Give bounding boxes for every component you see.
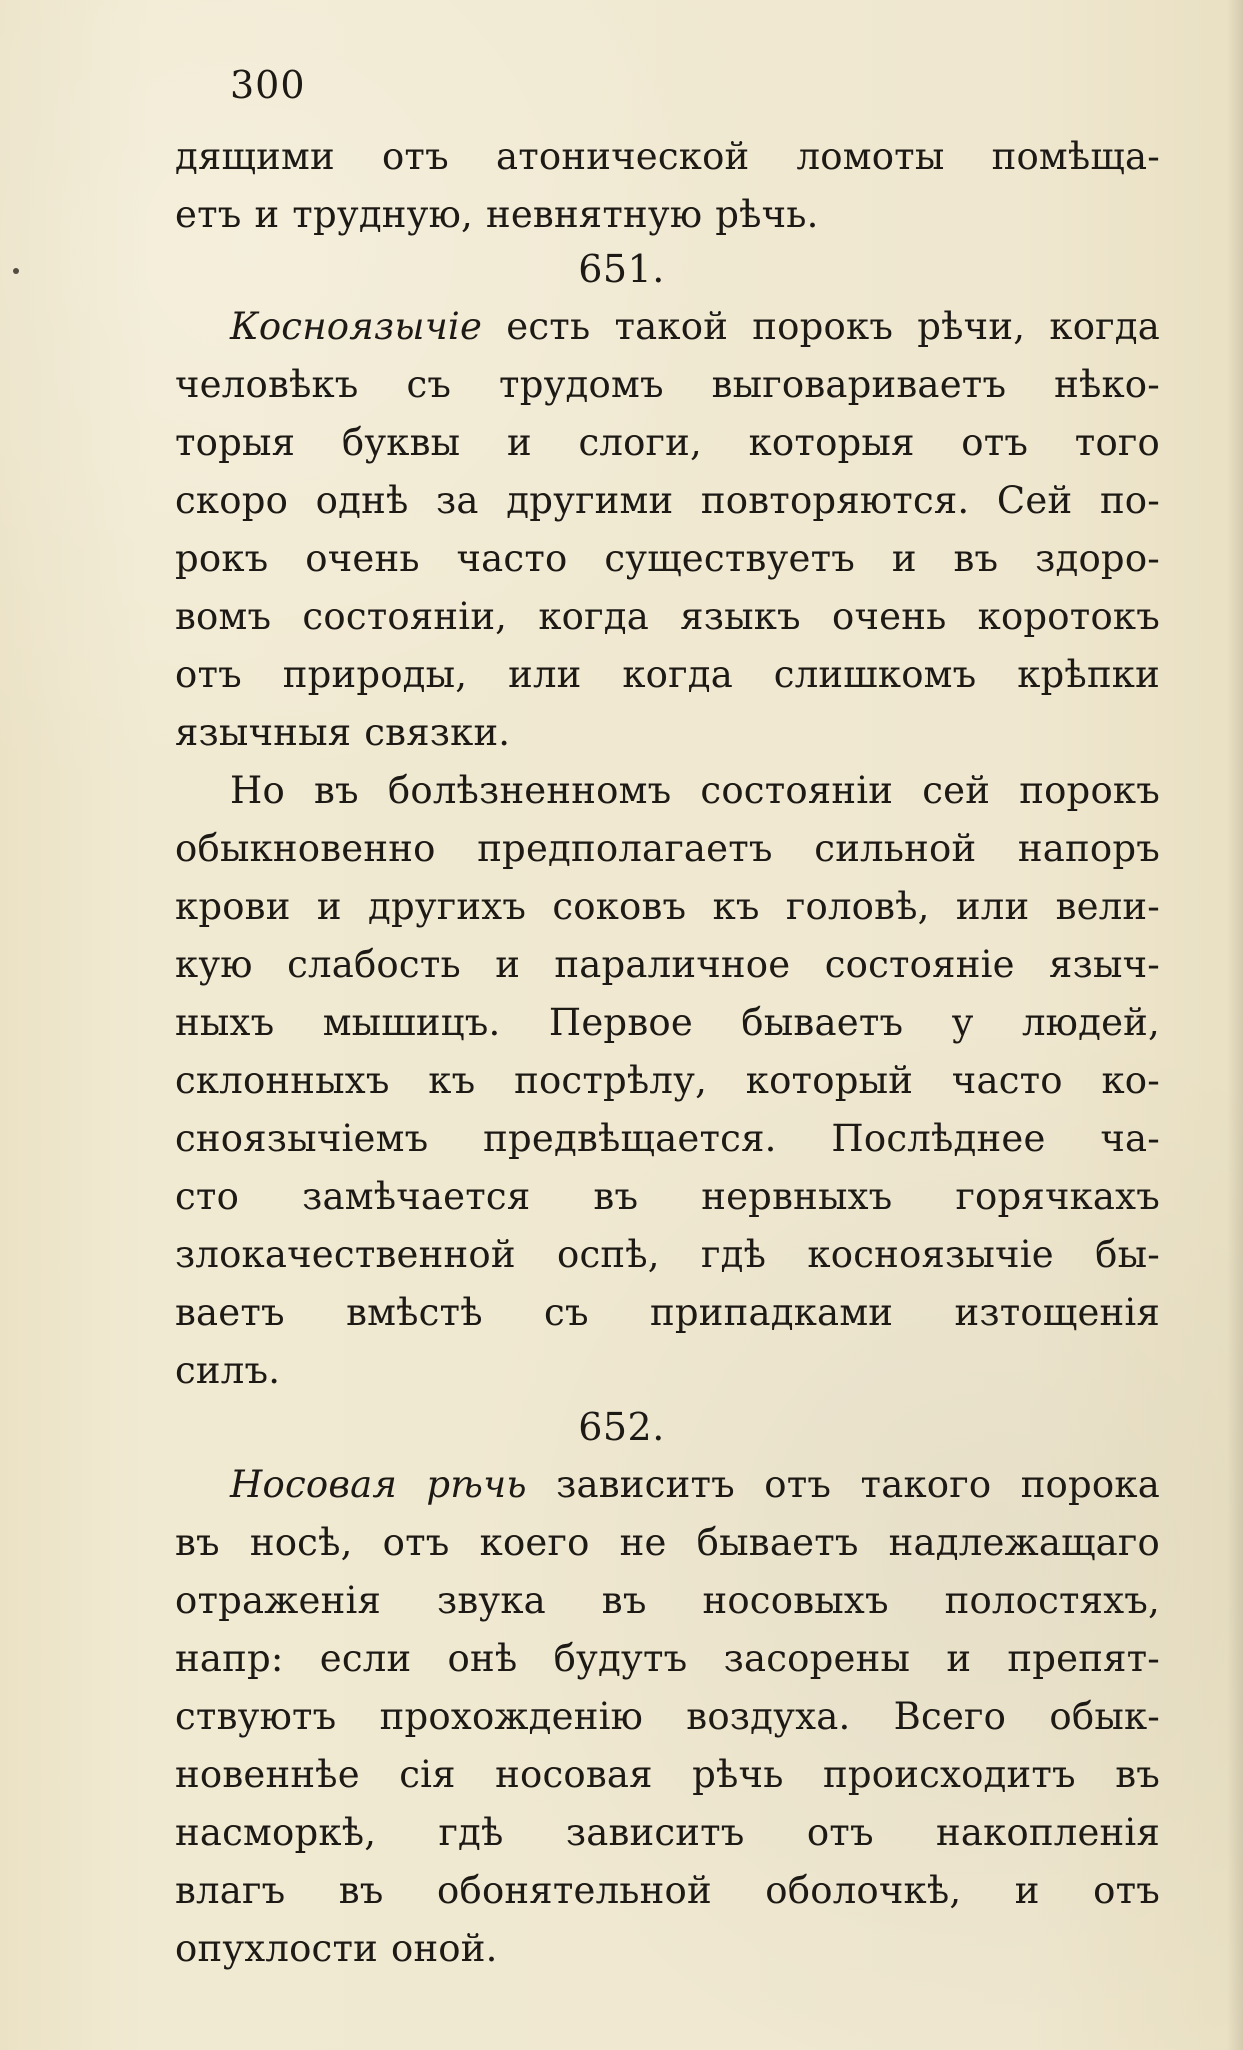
body-line: ныхъ мышицъ. Первое бываетъ у людей, (175, 1001, 1160, 1044)
body-line: дящими отъ атонической ломоты помѣща- (175, 135, 1160, 178)
body-line: етъ и трудную, невнятную рѣчь. (175, 193, 819, 236)
body-line: торыя буквы и слоги, которыя отъ того (175, 421, 1160, 464)
body-line: ваетъ вмѣстѣ съ припадками изтощенія (175, 1291, 1160, 1334)
body-line: сноязычіемъ предвѣщается. Послѣднее ча- (175, 1117, 1160, 1160)
section-652-first-line (230, 1456, 1160, 1514)
body-line: рокъ очень часто существуетъ и въ здоро- (175, 537, 1160, 580)
body-line: склонныхъ къ пострѣлу, который часто ко- (175, 1059, 1160, 1102)
body-line: злокачественной оспѣ, гдѣ косноязычіе бы- (175, 1233, 1160, 1276)
page-number: 300 (230, 63, 306, 107)
body-line: язычныя связки. (175, 711, 511, 754)
term-kosnoyazychie: Косноязычіе (230, 305, 483, 348)
body-line-fragment: есть такой порокъ рѣчи, когда (506, 305, 1160, 348)
body-line: отъ природы, или когда слишкомъ крѣпки (175, 653, 1160, 696)
body-line: опухлости оной. (175, 1927, 498, 1970)
term-nasal-speech: Носовая рѣчь (230, 1463, 527, 1506)
body-line: въ носѣ, отъ коего не бываетъ надлежащаго (175, 1521, 1160, 1564)
body-line: кую слабость и параличное состояніе языч- (175, 943, 1160, 986)
body-line: вомъ состояніи, когда языкъ очень коротокъ (175, 595, 1160, 638)
body-line: скоро однѣ за другими повторяются. Сей по- (175, 479, 1160, 522)
body-line: сто замѣчается въ нервныхъ горячкахъ (175, 1175, 1160, 1218)
section-heading-651: 651. (578, 247, 665, 291)
body-line: крови и другихъ соковъ къ головѣ, или вели- (175, 885, 1160, 928)
section-651-first-line (230, 298, 1160, 356)
body-line: Но въ болѣзненномъ состояніи сей порокъ (230, 769, 1160, 812)
body-line-fragment: зависитъ отъ такого порока (556, 1463, 1160, 1506)
body-line: напр: если онѣ будутъ засорены и препят- (175, 1637, 1160, 1680)
body-line: человѣкъ съ трудомъ выговариваетъ нѣко- (175, 363, 1160, 406)
body-line: насморкѣ, гдѣ зависитъ отъ накопленія (175, 1811, 1160, 1854)
body-line: влагъ въ обонятельной оболочкѣ, и отъ (175, 1869, 1160, 1912)
body-line: новеннѣе сія носовая рѣчь происходитъ въ (175, 1753, 1160, 1796)
body-line: ствуютъ прохожденію воздуха. Всего обык- (175, 1695, 1160, 1738)
body-line: силъ. (175, 1349, 281, 1392)
body-line: обыкновенно предполагаетъ сильной напоръ (175, 827, 1160, 870)
body-line: отраженія звука въ носовыхъ полостяхъ, (175, 1579, 1160, 1622)
page-edge-shadow (1227, 0, 1243, 2050)
section-heading-652: 652. (578, 1405, 665, 1449)
